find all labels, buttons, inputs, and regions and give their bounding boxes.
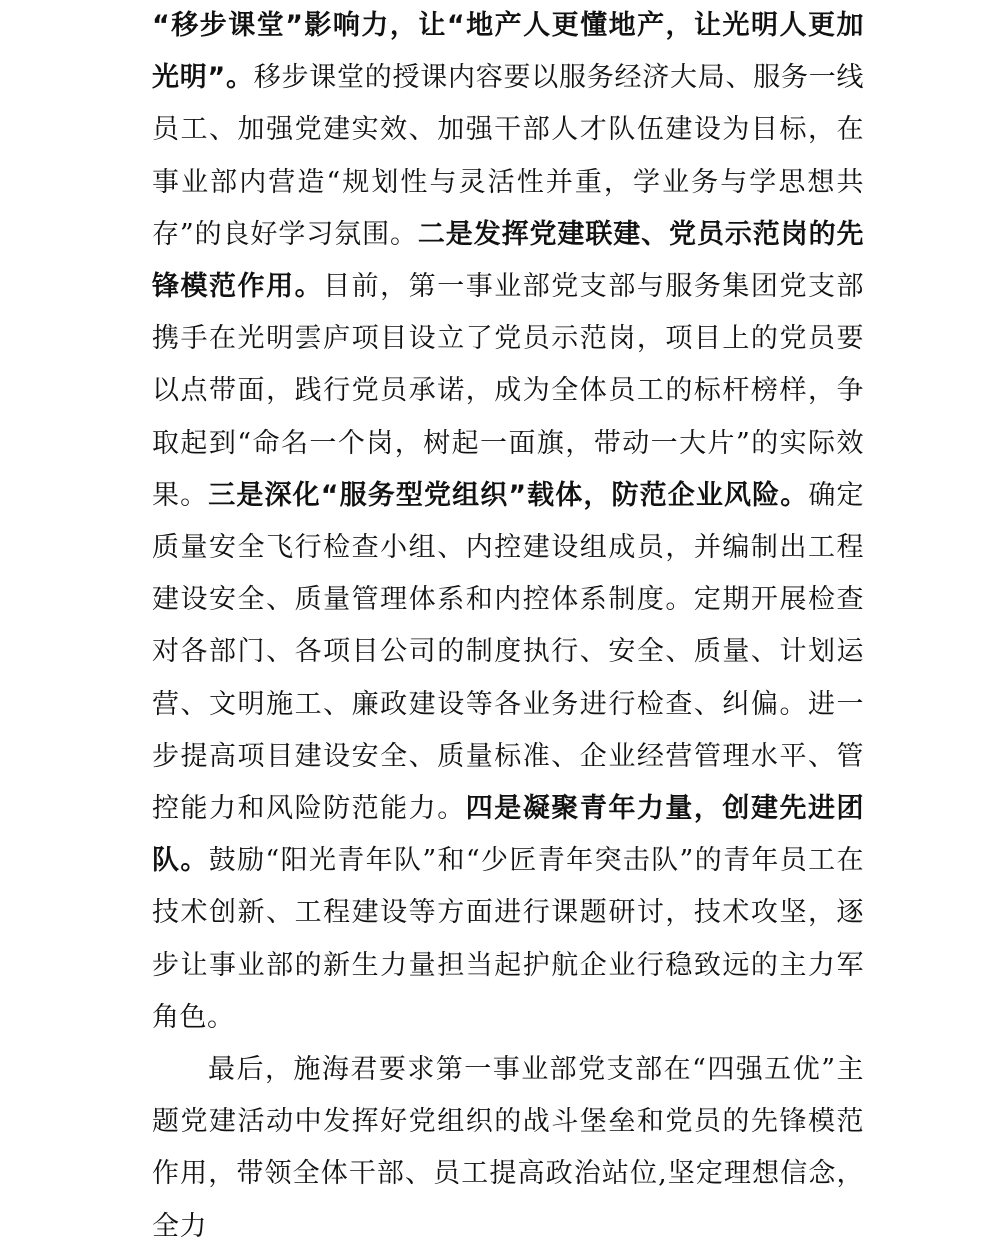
- body-text-quality-safety: 确定质量安全飞行检查小组、内控建设组成员，并编制出工程建设安全、质量管理体系和内控体系制度。定期开展检查对各部门、各项目公司的制度执行、安全、质量、计划运营、文明施工、廉政建设等各业务进行检查、纠偏。进一步提高项目建设安全、质量标准、企业经营管理水平、管控能力和风险防范能力。: [152, 479, 865, 825]
- paragraph-1: [152, 0, 864, 1044]
- paragraph-2: [152, 1044, 864, 1253]
- body-text-demonstration-post: 目前，第一事业部党支部与服务集团党支部携手在光明雲庐项目设立了党员示范岗，项目上的党员要以点带面，践行党员承诺，成为全体员工的标杆榜样，争取起到“命名一个岗，树起一面旗，带动一大片”的实际效果。: [152, 271, 864, 511]
- body-text-course-content: 移步课堂的授课内容要以服务经济大局、服务一线员工、加强党建实效、加强干部人才队伍建设为目标，在事业部内营造“规划性与灵活性并重，学业务与学思想共存”的良好学习氛围。: [152, 62, 864, 250]
- body-text-closing-requirements: 最后，施海君要求第一事业部党支部在“四强五优”主题党建活动中发挥好党组织的战斗堡垒和党员的先锋模范作用，带领全体干部、员工提高政治站位,坚定理想信念，全力: [152, 1054, 864, 1242]
- bold-phrase-point-three: 三是深化“服务型党组织”载体，防范企业风险。: [208, 479, 809, 511]
- body-text-youth-teams: 鼓励“阳光青年队”和“少匠青年突击队”的青年员工在技术创新、工程建设等方面进行课题研讨，技术攻坚，逐步让事业部的新生力量担当起护航企业行稳致远的主力军角色。: [152, 845, 864, 1033]
- bold-phrase-impact: “移步课堂”影响力，让“地产人更懂地产，让光明人更加光明”。: [152, 10, 864, 94]
- bold-phrase-point-two: 二是发挥党建联建、党员示范岗的先锋模范作用。: [152, 218, 865, 303]
- bold-phrase-point-four: 四是凝聚青年力量，创建先进团队。: [152, 793, 865, 877]
- document-page: [152, 0, 864, 1253]
